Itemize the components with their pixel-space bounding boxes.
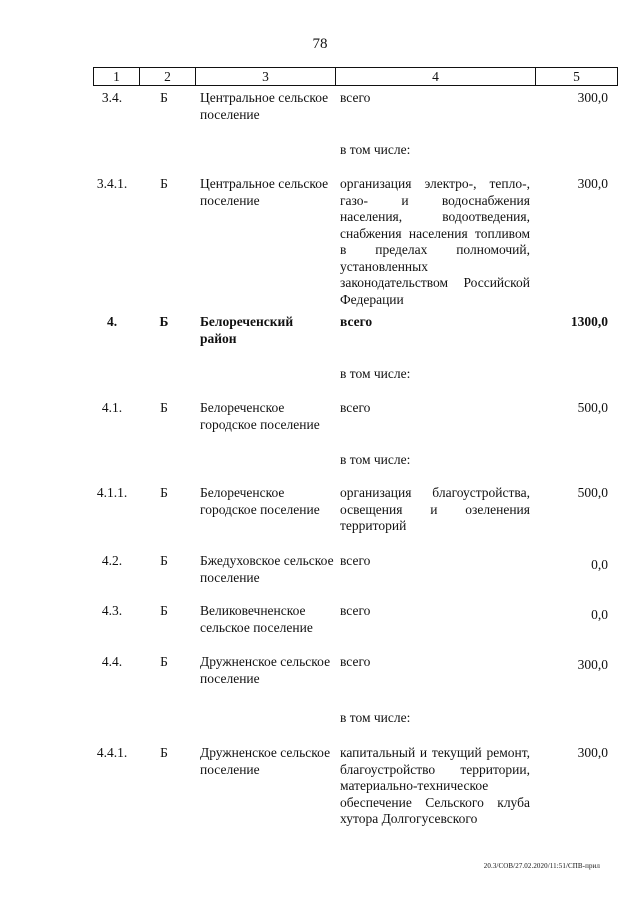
row-amount: 1300,0 — [570, 314, 608, 329]
row-number: 4.4. — [101, 654, 123, 669]
row-amount: 500,0 — [577, 485, 608, 500]
page-number: 78 — [312, 36, 328, 52]
row-municipality: Белореченское городское поселение — [200, 400, 320, 432]
row-number: 4.2. — [101, 553, 123, 568]
subtotal-note: в том числе: — [340, 366, 411, 381]
subtotal-note: в том числе: — [340, 142, 411, 157]
row-letter: Б — [160, 90, 168, 105]
row-amount: 0,0 — [591, 557, 608, 572]
row-amount: 300,0 — [577, 657, 608, 672]
row-amount: 300,0 — [577, 745, 608, 760]
row-amount: 0,0 — [591, 607, 608, 622]
row-number: 3.4.1. — [96, 176, 128, 191]
row-letter: Б — [160, 745, 168, 760]
subtotal-note: в том числе: — [340, 452, 411, 467]
row-description: капитальный и текущий ремонт, благоустройство территории, материально-техническое обеспечение Сельского клуба хутора Долгогусевского — [340, 745, 530, 826]
row-description: всего — [340, 400, 371, 415]
row-letter: Б — [160, 553, 168, 568]
row-municipality: Дружненское сельское поселение — [200, 745, 331, 777]
row-description: организация электро-, тепло-, газо- и водоснабжения населения, водоотведения, снабжения населения топливом в пределах полномочий, установленных законодательством Российской Федерации — [340, 176, 530, 307]
row-number: 4.1.1. — [96, 485, 128, 500]
row-description: всего — [340, 90, 371, 105]
header-col-3: 3 — [196, 68, 336, 85]
row-letter: Б — [159, 314, 169, 329]
row-number: 3.4. — [101, 90, 123, 105]
row-letter: Б — [160, 603, 168, 618]
row-municipality: Бжедуховское сельское поселение — [200, 553, 334, 585]
row-number: 4.4.1. — [96, 745, 128, 760]
header-col-5: 5 — [573, 69, 580, 84]
subtotal-note: в том числе: — [340, 710, 411, 725]
header-col-1: 1 — [94, 68, 140, 85]
row-description: организация благоустройства, освещения и озеленения территорий — [340, 485, 530, 533]
row-municipality: Центральное сельское поселение — [200, 176, 329, 208]
row-letter: Б — [160, 400, 168, 415]
row-amount: 500,0 — [577, 400, 608, 415]
row-amount: 300,0 — [577, 176, 608, 191]
row-number: 4.1. — [101, 400, 123, 415]
row-description: всего — [340, 314, 373, 329]
table-header — [93, 67, 618, 86]
header-col-4: 4 — [336, 68, 536, 85]
row-municipality: Белореченское городское поселение — [200, 485, 320, 517]
row-letter: Б — [160, 176, 168, 191]
row-municipality: Дружненское сельское поселение — [200, 654, 331, 686]
row-letter: Б — [160, 654, 168, 669]
row-municipality: Белореченский район — [200, 314, 294, 346]
row-number: 4. — [106, 314, 118, 329]
row-amount: 300,0 — [577, 90, 608, 105]
row-description: всего — [340, 603, 371, 618]
row-description: всего — [340, 553, 371, 568]
row-number: 4.3. — [101, 603, 123, 618]
row-letter: Б — [160, 485, 168, 500]
row-municipality: Центральное сельское поселение — [200, 90, 329, 122]
row-description: всего — [340, 654, 371, 669]
row-municipality: Великовечненское сельское поселение — [200, 603, 313, 635]
header-col-2: 2 — [140, 68, 196, 85]
document-footer-code: 20.3/СОВ/27.02.2020/11:51/СПВ-прил — [483, 862, 600, 870]
